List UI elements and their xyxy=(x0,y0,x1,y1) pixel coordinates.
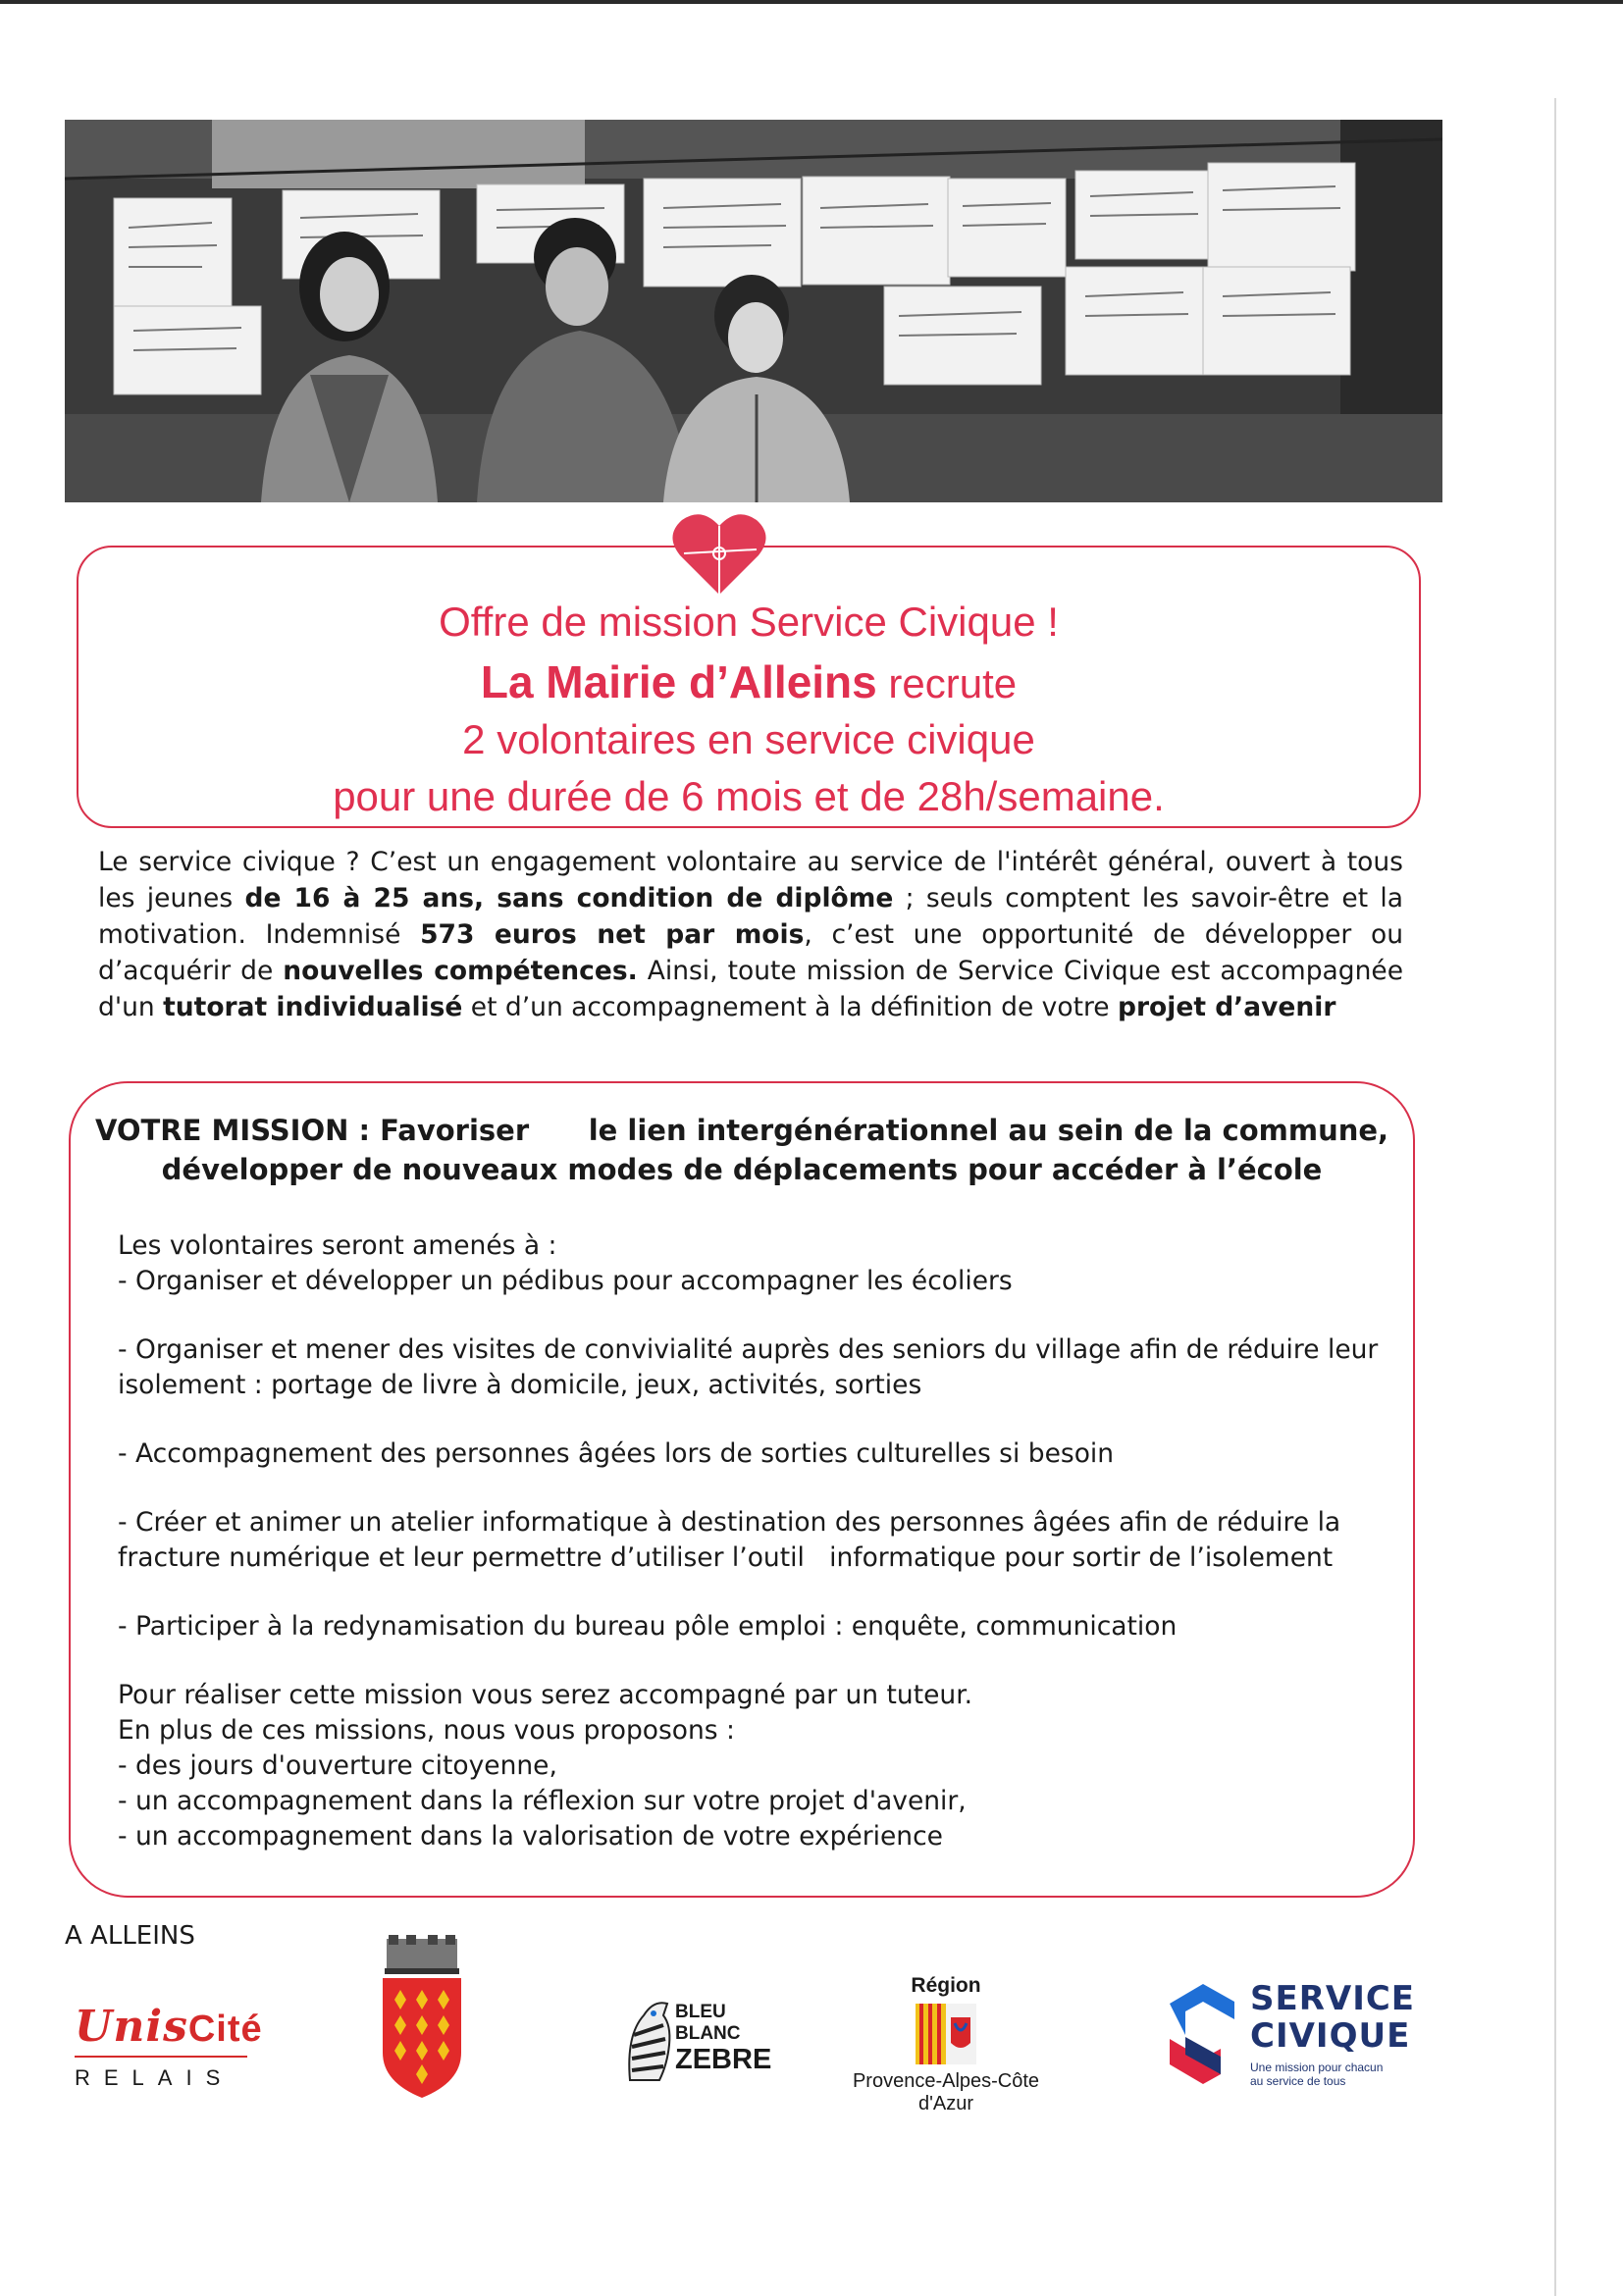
intro-text-5: et d’un accompagnement à la définition de votre xyxy=(462,992,1119,1022)
intro-text-3: , c’est une opportunité de développer ou d’acquérir de xyxy=(98,919,1403,986)
zebre-blanc: BLANC xyxy=(675,2023,741,2044)
intro-text-4: Ainsi, toute mission de Service Civique est accompagnée d'un xyxy=(98,956,1404,1022)
service-civique-logo xyxy=(1164,1979,1416,2106)
scan-top-edge xyxy=(0,0,1623,4)
scan-right-edge xyxy=(1554,98,1556,2296)
region-paca-logo xyxy=(828,1974,1064,2115)
intro-text-1: Le service civique ? C’est un engagement volontaire au service de l'intérêt général, ouvert à tous les jeunes xyxy=(98,847,1403,913)
sc-tagline-1: Une mission pour chacun xyxy=(1250,2061,1384,2074)
zebre-bleu: BLEU xyxy=(675,2002,726,2022)
region-word: Région xyxy=(911,1974,981,1997)
offer-intro: En plus de ces missions, nous vous proposons : xyxy=(118,1715,735,1746)
sc-civique: CIVIQUE xyxy=(1250,2016,1411,2056)
volunteers-count: 2 volontaires en service civique xyxy=(462,716,1035,762)
intro-tutoring: tutorat individualisé xyxy=(163,992,463,1022)
sc-tagline xyxy=(1250,2061,1415,2088)
heart-puzzle-icon xyxy=(670,510,768,599)
mission-item: - Accompagnement des personnes âgées lors de sorties culturelles si besoin xyxy=(118,1438,1115,1469)
tutor-line: Pour réaliser cette mission vous serez accompagné par un tuteur. xyxy=(118,1680,973,1710)
recrute-text: recrute xyxy=(876,660,1018,706)
mairie-name: La Mairie d’Alleins xyxy=(480,656,877,707)
cite-word: Cité xyxy=(187,2009,263,2050)
offer-item: - des jours d'ouverture citoyenne, xyxy=(118,1750,557,1781)
mission-box xyxy=(69,1081,1415,1898)
unis-script: Unis xyxy=(75,2002,188,2052)
mission-heading-line1: VOTRE MISSION : Favoriser le lien intergénérationnel au sein de la commune, xyxy=(94,1114,1389,1147)
offer-item: - un accompagnement dans la réflexion sur votre projet d'avenir, xyxy=(118,1786,967,1816)
intro-future-project: projet d’avenir xyxy=(1118,992,1336,1022)
mission-item: - Participer à la redynamisation du bureau pôle emploi : enquête, communication xyxy=(118,1611,1178,1642)
unis-cite-logo xyxy=(75,2002,263,2091)
mission-body xyxy=(118,1228,1384,1854)
sc-tagline-2: au service de tous xyxy=(1250,2074,1346,2088)
zebre-wordmark xyxy=(675,2002,771,2074)
region-flag-icon xyxy=(916,2004,976,2064)
intro-age-range: de 16 à 25 ans, sans condition de diplôme xyxy=(244,883,894,913)
photo-illustration xyxy=(65,120,1442,502)
volunteers-photo xyxy=(65,120,1442,502)
intro-allowance: 573 euros net par mois xyxy=(420,919,805,950)
unis-cite-wordmark xyxy=(75,2002,263,2052)
relais-word: RELAIS xyxy=(75,2065,235,2090)
intro-paragraph xyxy=(98,844,1403,1025)
mission-item: - Organiser et mener des visites de convivialité auprès des seniors du village afin de réduire leur isolement : portage de livre à domicile, jeux, activités, sorties xyxy=(118,1334,1379,1400)
recruiter-line xyxy=(79,655,1419,708)
zebre-zebre: ZEBRE xyxy=(675,2044,772,2075)
offer-item: - un accompagnement dans la valorisation de votre expérience xyxy=(118,1821,943,1852)
alleins-coat-of-arms-icon xyxy=(373,1935,471,2102)
service-civique-wordmark xyxy=(1250,1980,1415,2088)
mission-item: - Organiser et développer un pédibus pour accompagner les écoliers xyxy=(118,1266,1013,1296)
mission-heading-line2: développer de nouveaux modes de déplacements pour accéder à l’école xyxy=(161,1153,1323,1186)
region-name: Provence-Alpes-Côte d'Azur xyxy=(852,2070,1040,2114)
mission-heading xyxy=(71,1111,1413,1189)
location-label: A ALLEINS xyxy=(65,1921,195,1951)
intro-skills: nouvelles compétences. xyxy=(283,956,638,986)
zebra-icon xyxy=(624,1996,675,2084)
sc-service: SERVICE xyxy=(1250,1979,1416,2018)
service-civique-s-icon xyxy=(1164,1980,1242,2106)
mission-item: - Créer et animer un atelier informatique à destination des personnes âgées afin de réduire la fracture numérique et leur permettre d’utiliser l’outil informatique pour sortir de l’isolement xyxy=(118,1507,1349,1573)
intro-text-2: ; seuls comptent les savoir-être et la motivation. Indemnisé xyxy=(98,883,1403,950)
bleu-blanc-zebre-logo xyxy=(624,1996,772,2084)
unis-cite-rule xyxy=(75,2056,247,2058)
mission-intro: Les volontaires seront amenés à : xyxy=(118,1230,557,1261)
mission-duration: pour une durée de 6 mois et de 28h/semaine. xyxy=(333,773,1165,819)
offer-heading: Offre de mission Service Civique ! xyxy=(439,599,1059,645)
